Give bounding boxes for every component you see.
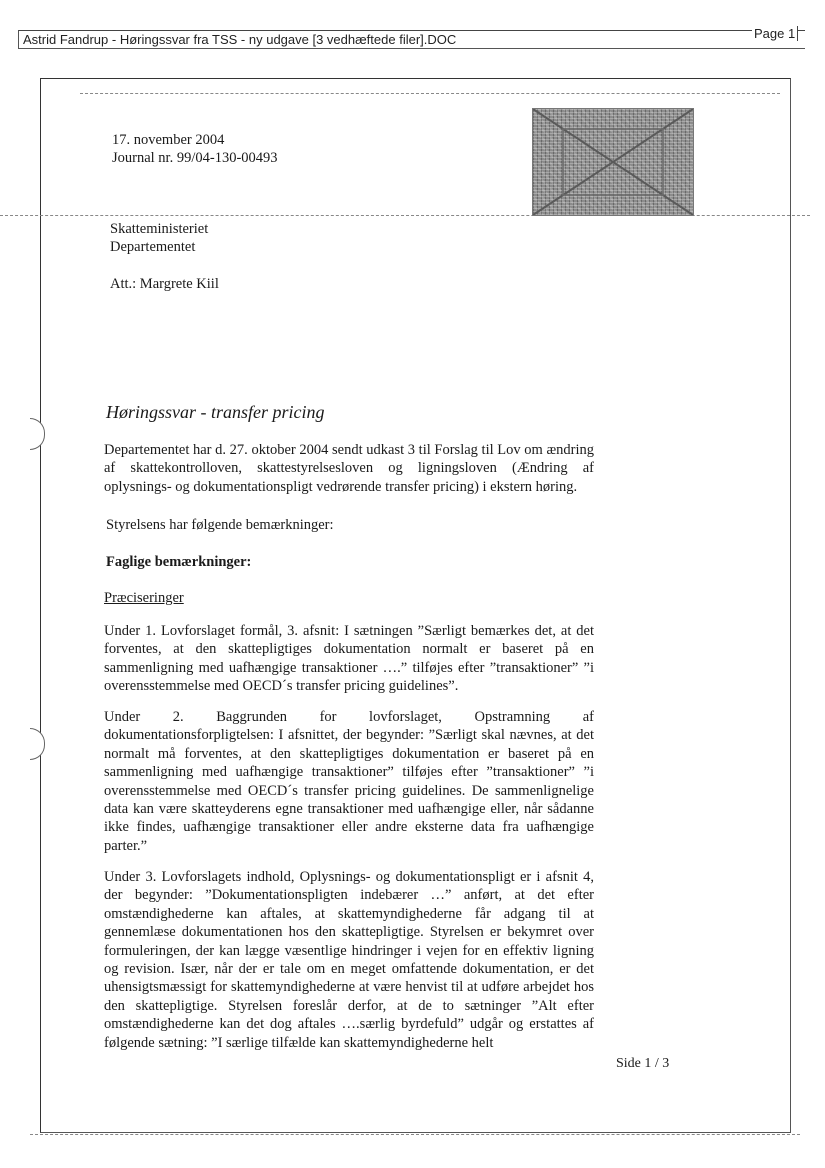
paragraph-3: Under 3. Lovforslagets indhold, Oplysnings- og dokumentationspligt er i afsnit 4, der begynder: ”Dokumentationspligten indebærer …” anført, at det efter omstændighederne kan aftales, at skattemyndighederne får adgang til at gennemlæse dokumentationen hos den skattepligtige. Styrelsen er bekymret over formuleringen, der kan lægge væsentlige hindringer i vejen for en effektiv ligning og revision. Især, når der er tale om en meget omfattende dokumentation, er det uhensigtsmæssigt for skattemyndighederne at være henvist til at udføre arbejdet hos den skattepligtige. Styrelsen foreslår derfor, at de to sætninger ”Alt efter omstændighederne kan det dog aftales ….særlig byrdefuld” udgår og erstattes af følgende sætning: ”I særlige tilfælde kan skattemyndighederne helt: [104, 869, 594, 1051]
attention-line: Att.: Margrete Kiil: [110, 276, 219, 292]
scan-artifact-line: [30, 1134, 800, 1135]
page-number-label: Page 1: [752, 26, 798, 41]
journal-number: Journal nr. 99/04-130-00493: [112, 150, 278, 166]
subsection-heading: Præciseringer: [104, 590, 184, 606]
paragraph-1: Under 1. Lovforslaget formål, 3. afsnit: I sætningen ”Særligt bemærkes det, at det forventes, at den skattepligtiges dokumentation normalt er baseret på en sammenligning med uafhængige transaktioner ….” tilføjes efter ”transaktioner” ”i overensstemmelse med OECD´s transfer pricing guidelines”.: [104, 623, 594, 695]
recipient-line-1: Skatteministeriet: [110, 221, 209, 237]
letter-date: 17. november 2004: [112, 132, 225, 148]
intro-paragraph: Departementet har d. 27. oktober 2004 sendt udkast 3 til Forslag til Lov om ændring af skattekontrolloven, skattestyrelsesloven og ligningsloven (Ændring af oplysnings- og dokumentationspligt vedrørende transfer pricing) i ekstern høring.: [104, 442, 594, 495]
letter-subject: Høringssvar - transfer pricing: [106, 402, 325, 422]
section-heading: Faglige bemærkninger:: [106, 554, 252, 570]
official-stamp-image: [532, 108, 694, 216]
document-header-title: Astrid Fandrup - Høringssvar fra TSS - ny udgave [3 vedhæftede filer].DOC: [23, 32, 457, 47]
scan-artifact-line: [80, 93, 780, 94]
remarks-intro: Styrelsens har følgende bemærkninger:: [106, 517, 334, 533]
document-header-bar: [18, 30, 805, 49]
page-footer: Side 1 / 3: [616, 1056, 670, 1071]
paragraph-2: Under 2. Baggrunden for lovforslaget, Opstramning af dokumentationsforpligtelsen: I afsnittet, der begynder: ”Særligt skal nævnes, at det normalt må forventes, at den skattepligtiges dokumentation er baseret på en sammenligning med uafhængige transaktioner” tilføjes efter ”transaktioner” ”i overensstemmelse med OECD´s transfer pricing guidelines. De sammenlignelige data kan være skatteyderens egne transaktioner med uafhængige eller, når sådanne ikke findes, uafhængige transaktioner eller andre eksterne data fra uafhængige parter.”: [104, 709, 594, 854]
recipient-line-2: Departementet: [110, 239, 196, 255]
stamp-pattern-icon: [533, 109, 693, 215]
